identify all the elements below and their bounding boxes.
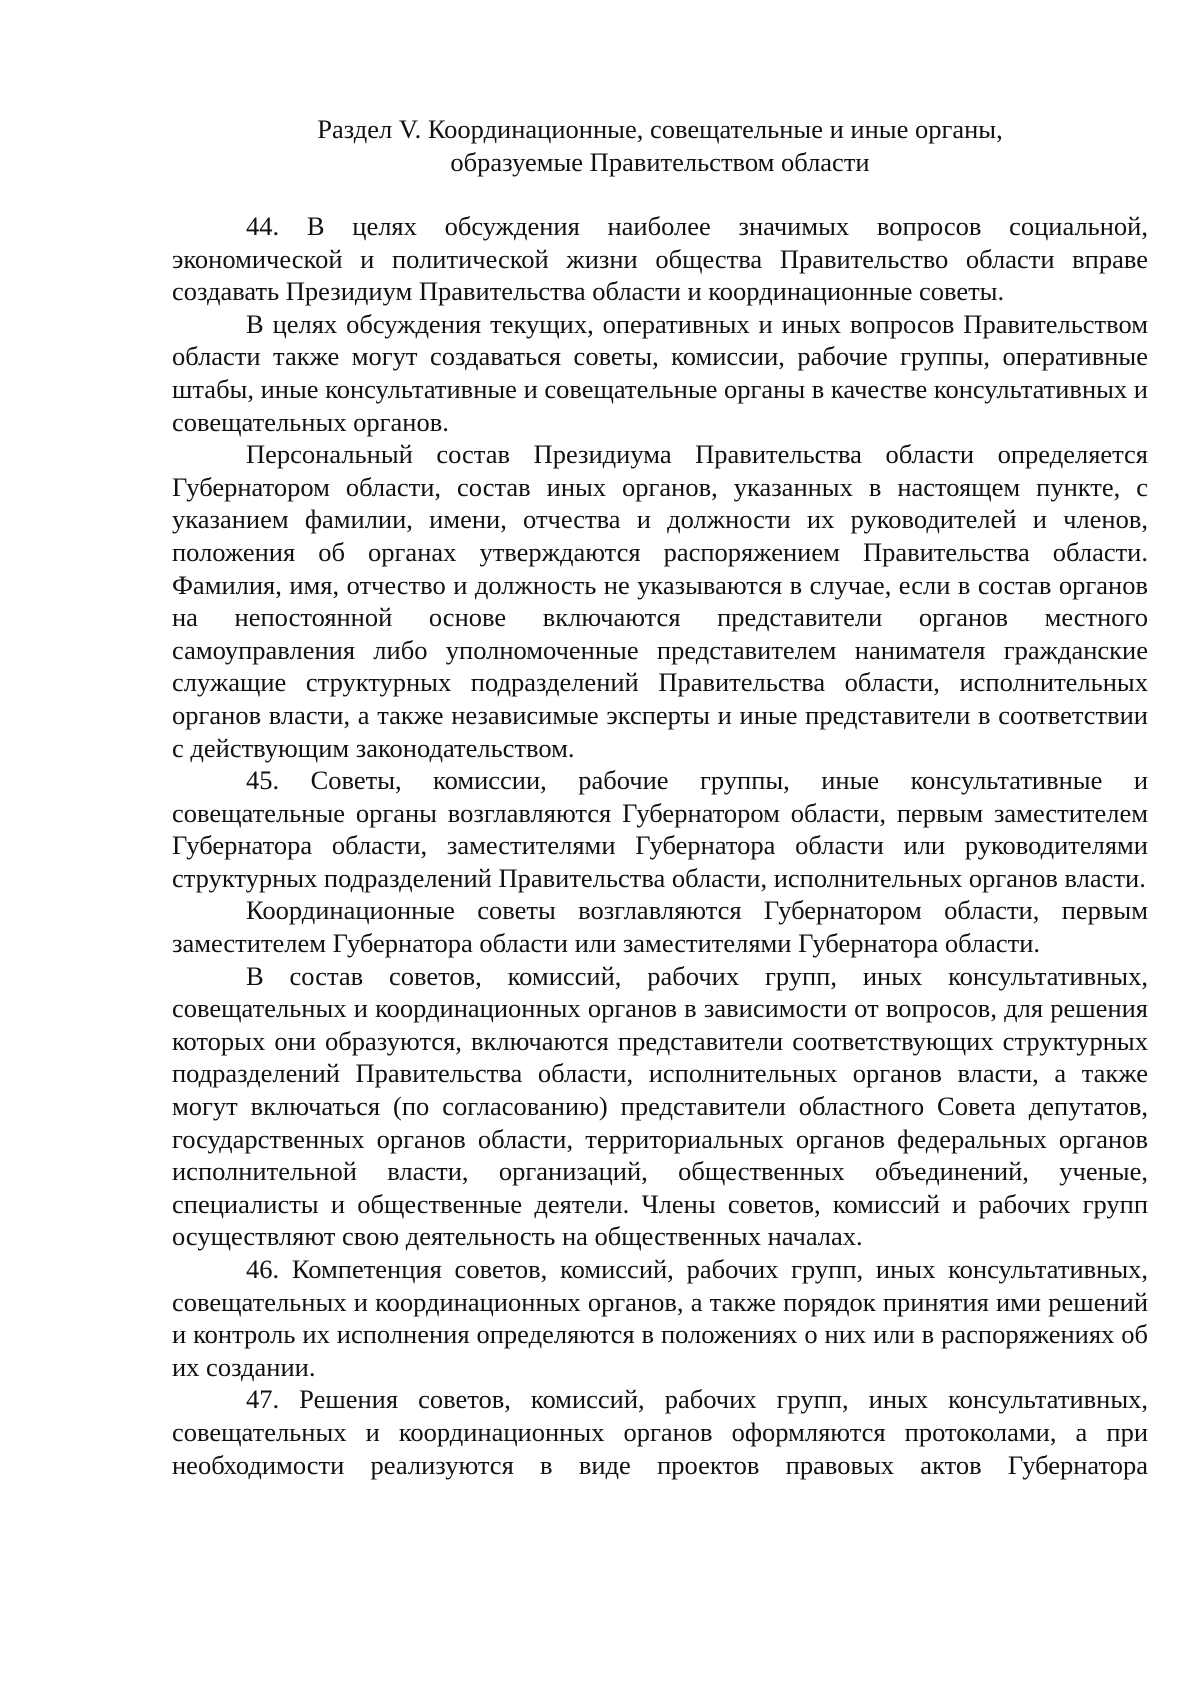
paragraph-44: 44. В целях обсуждения наиболее значимых вопросов социальной, экономической и политической жизни общества Правительство области вправе создавать Президиум Правительства области и координационные советы. [172, 211, 1148, 307]
section-heading-line-2: образуемые Правительством области [450, 147, 870, 177]
section-heading [172, 113, 1148, 179]
paragraph-46: 46. Компетенция советов, комиссий, рабочих групп, иных консультативных, совещательных и координационных органов, а также порядок принятия ими решений и контроль их исполнения определяются в положениях о них или в распоряжениях об их создании. [172, 1254, 1148, 1382]
section-heading-line-1: Раздел V. Координационные, совещательные и иные органы, [317, 114, 1003, 144]
paragraph-45: 45. Советы, комиссии, рабочие группы, иные консультативные и совещательные органы возглавляются Губернатором области, первым заместителем Губернатора области, заместителями Губернатора области или руководителями структурных подразделений Правительства области, исполнительных органов власти. [172, 765, 1148, 893]
document-body [172, 210, 1148, 1481]
paragraph-44-working-bodies: В целях обсуждения текущих, оперативных и иных вопросов Правительством области также могут создаваться советы, комиссии, рабочие группы, оперативные штабы, иные консультативные и совещательные органы в качестве консультативных и совещательных органов. [172, 308, 1148, 437]
paragraph-45-composition: В состав советов, комиссий, рабочих групп, иных консультативных, совещательных и координационных органов в зависимости от вопросов, для решения которых они образуются, включаются представители соответствующих структурных подразделений Правительства области, исполнительных органов власти, а также могут включаться (по согласованию) представители областного Совета депутатов, государственных органов области, территориальных органов федеральных органов исполнительной власти, организаций, общественных объединений, ученые, специалисты и общественные деятели. Члены советов, комиссий и рабочих групп осуществляют свою деятельность на общественных началах. [172, 960, 1148, 1252]
paragraph-45-coordination-councils: Координационные советы возглавляются Губернатором области, первым заместителем Губернатора области или заместителями Губернатора области. [172, 895, 1148, 959]
paragraph-44-personal-composition: Персональный состав Президиума Правительства области определяется Губернатором области, состав иных органов, указанных в настоящем пункте, с указанием фамилии, имени, отчества и должности их руководителей и членов, положения об органах утверждаются распоряжением Правительства области. Фамилия, имя, отчество и должность не указываются в случае, если в состав органов на непостоянной основе включаются представители органов местного самоуправления либо уполномоченные представителем нанимателя гражданские служащие структурных подразделений Правительства области, исполнительных органов власти, а также независимые эксперты и иные представители в соответствии с действующим законодательством. [172, 439, 1148, 763]
paragraph-47: 47. Решения советов, комиссий, рабочих групп, иных консультативных, совещательных и координационных органов оформляются протоколами, а при необходимости реализуются в виде проектов правовых актов Губернатора [172, 1384, 1148, 1480]
